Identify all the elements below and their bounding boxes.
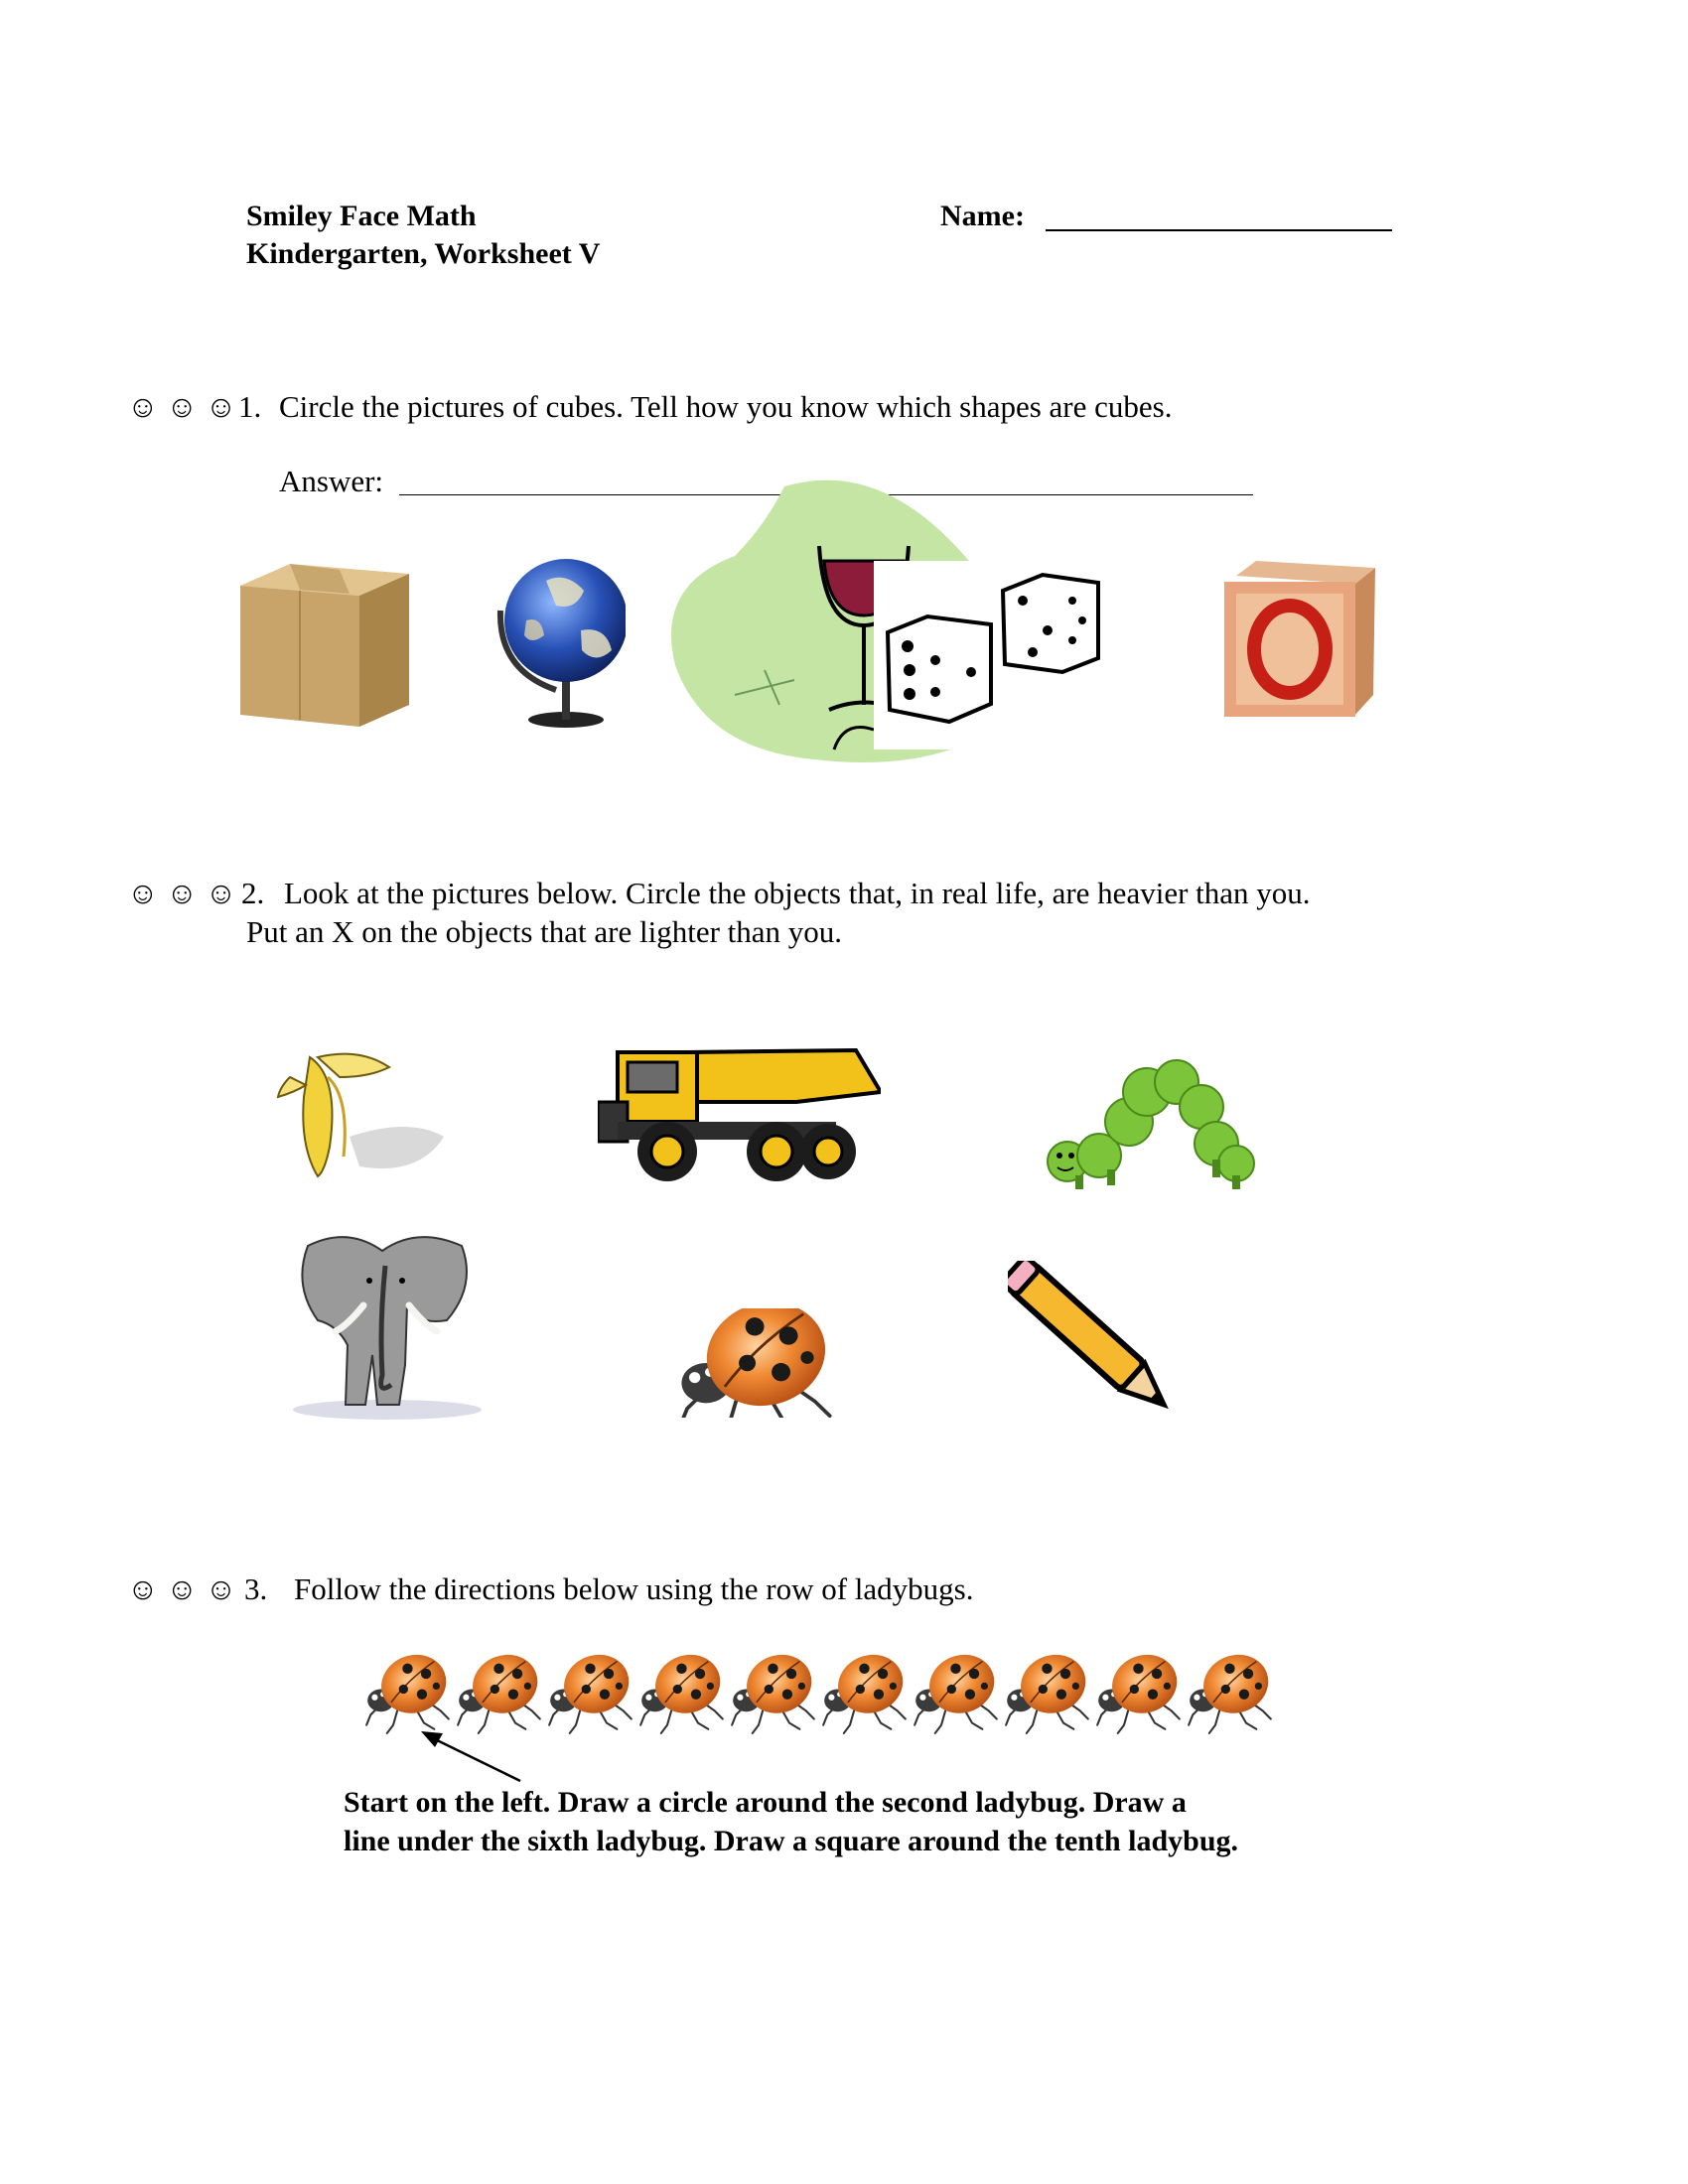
ladybug-5-icon[interactable] bbox=[728, 1643, 820, 1735]
q1-number: 1. bbox=[238, 389, 262, 424]
q3-instruction-line1: Start on the left. Draw a circle around the second ladybug. Draw a bbox=[344, 1786, 1187, 1819]
q1-answer-label: Answer: bbox=[279, 464, 384, 498]
ladybug-10-icon[interactable] bbox=[1185, 1643, 1277, 1735]
q2-number: 2. bbox=[241, 876, 265, 910]
banana-icon[interactable] bbox=[270, 1037, 454, 1186]
ladybug-icon[interactable] bbox=[672, 1308, 841, 1418]
arrow-icon bbox=[417, 1727, 526, 1787]
q1-smileys: ☺ ☺ ☺ bbox=[127, 389, 237, 424]
ladybug-2-icon[interactable] bbox=[454, 1643, 546, 1735]
ladybug-6-icon[interactable] bbox=[819, 1643, 912, 1735]
elephant-icon[interactable] bbox=[288, 1226, 482, 1420]
letter-block-icon[interactable] bbox=[1216, 556, 1380, 725]
dump-truck-icon[interactable] bbox=[598, 1023, 881, 1191]
ladybug-1-icon[interactable] bbox=[362, 1643, 455, 1735]
worksheet-subtitle: Kindergarten, Worksheet V bbox=[246, 237, 601, 270]
q1-text: Circle the pictures of cubes. Tell how you know which shapes are cubes. bbox=[279, 389, 1173, 424]
worksheet-title: Smiley Face Math bbox=[246, 200, 477, 232]
q2-text-line1: Look at the pictures below. Circle the objects that, in real life, are heavier than you. bbox=[284, 876, 1311, 910]
q3-number: 3. bbox=[244, 1571, 268, 1606]
ladybug-4-icon[interactable] bbox=[636, 1643, 729, 1735]
ladybug-9-icon[interactable] bbox=[1093, 1643, 1186, 1735]
q2-text-line2: Put an X on the objects that are lighter than you. bbox=[246, 914, 843, 949]
q3-instruction-line2: line under the sixth ladybug. Draw a square around the tenth ladybug. bbox=[344, 1825, 1239, 1857]
q3-text: Follow the directions below using the row of ladybugs. bbox=[294, 1571, 974, 1606]
ladybug-7-icon[interactable] bbox=[911, 1643, 1003, 1735]
dice-icon[interactable] bbox=[874, 561, 1122, 750]
cardboard-box-icon[interactable] bbox=[230, 556, 417, 735]
globe-icon[interactable] bbox=[487, 551, 626, 730]
name-label: Name: bbox=[940, 200, 1025, 232]
pencil-icon[interactable] bbox=[1008, 1261, 1177, 1420]
caterpillar-icon[interactable] bbox=[1038, 1052, 1256, 1191]
q2-smileys: ☺ ☺ ☺ bbox=[127, 876, 237, 910]
ladybug-8-icon[interactable] bbox=[1002, 1643, 1094, 1735]
name-blank-line[interactable] bbox=[1046, 229, 1392, 231]
ladybug-3-icon[interactable] bbox=[545, 1643, 637, 1735]
q3-smileys: ☺ ☺ ☺ bbox=[127, 1571, 237, 1606]
